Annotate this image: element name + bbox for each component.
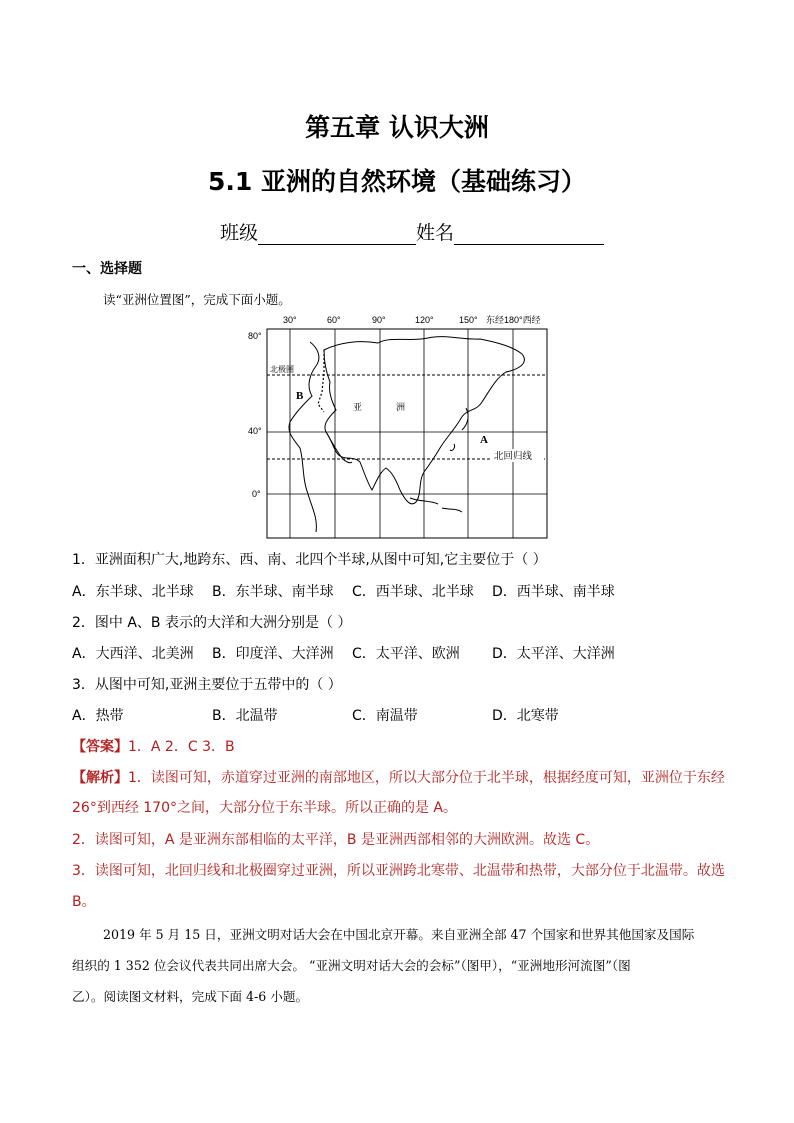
- q2-option-d[interactable]: D．太平洋、大洋洲: [492, 646, 615, 662]
- tropic-label: 北回归线: [494, 451, 533, 462]
- lon-label-180: 东经180°西经: [486, 315, 541, 325]
- q1-option-d[interactable]: D．西半球、南半球: [492, 584, 615, 600]
- q1-option-c[interactable]: C．西半球、北半球: [352, 584, 474, 600]
- lon-label-60: 60°: [327, 315, 341, 325]
- q3-option-b[interactable]: B．北温带: [212, 708, 278, 724]
- label-a: A: [480, 434, 488, 446]
- answer-text: 1．A 2．C 3．B: [128, 739, 235, 755]
- analysis-line-1: [72, 767, 725, 787]
- q3-option-c[interactable]: C．南温带: [352, 708, 418, 724]
- arctic-circle-label: 北极圈: [270, 365, 294, 374]
- q2-option-a[interactable]: A．大西洋、北美洲: [72, 646, 194, 662]
- analysis-label: 【解析】: [72, 770, 128, 786]
- passage-line-3: 乙）。阅读图文材料，完成下面 4-6 小题。: [72, 989, 309, 1004]
- asia-label-2: 洲: [396, 403, 406, 413]
- q3-option-d[interactable]: D．北寒带: [492, 708, 559, 724]
- name-label: 姓名: [416, 222, 455, 244]
- lon-label-90: 90°: [372, 315, 386, 325]
- lon-label-120: 120°: [415, 315, 434, 325]
- lat-label-40: 40°: [248, 426, 262, 436]
- answer-line: [72, 736, 235, 756]
- label-b: B: [296, 390, 304, 402]
- question-1-stem: 1．亚洲面积广大,地跨东、西、南、北四个半球,从图中可知,它主要位于（ ）: [72, 552, 547, 568]
- asia-location-map: [240, 312, 560, 544]
- lat-label-80: 80°: [248, 331, 262, 341]
- answer-label: 【答案】: [72, 739, 128, 755]
- chapter-title: 第五章 认识大洲: [305, 113, 489, 142]
- lon-label-30: 30°: [283, 315, 297, 325]
- question-3-stem: 3．从图中可知,亚洲主要位于五带中的（ ）: [72, 677, 342, 693]
- class-name-line: [220, 218, 604, 245]
- lesson-title: 5.1 亚洲的自然环境（基础练习）: [208, 167, 586, 196]
- indonesia-islands: [410, 498, 462, 512]
- lon-label-150: 150°: [459, 315, 478, 325]
- q1-option-a[interactable]: A．东半球、北半球: [72, 584, 194, 600]
- class-blank[interactable]: [258, 224, 416, 245]
- lat-label-0: 0°: [252, 489, 261, 499]
- passage-line-1: 2019 年 5 月 15 日，亚洲文明对话大会在中国北京开幕。来自亚洲全部 47 个国家和世界其他国家及国际: [103, 927, 695, 942]
- question-2-stem: 2．图中 A、B 表示的大洋和大洲分别是（ ）: [72, 615, 352, 631]
- intro-text: 读“亚洲位置图”，完成下面小题。: [103, 292, 291, 307]
- passage-line-2: 组织的 1 352 位会议代表共同出席大会。 “亚洲文明对话大会的会标”（图甲），“亚洲地形河流图”（图: [72, 958, 631, 973]
- q2-option-b[interactable]: B．印度洋、大洋洲: [212, 646, 334, 662]
- analysis-line-5: B。: [72, 894, 96, 910]
- analysis-line-4: 3．读图可知，北回归线和北极圈穿过亚洲，所以亚洲跨北寒带、北温带和热带，大部分位于北温带。故选: [72, 863, 725, 879]
- asia-label-1: 亚: [353, 403, 363, 413]
- japan-islands: [450, 408, 468, 451]
- map-frame: [267, 329, 547, 538]
- analysis-line-3: 2．读图可知，A 是亚洲东部相临的太平洋，B 是亚洲西部相邻的大洲欧洲。故选 C。: [72, 832, 600, 848]
- section-heading: 一、选择题: [72, 261, 142, 277]
- name-blank[interactable]: [454, 224, 604, 245]
- q1-option-b[interactable]: B．东半球、南半球: [212, 584, 334, 600]
- class-label: 班级: [220, 222, 259, 244]
- q3-option-a[interactable]: A．热带: [72, 708, 124, 724]
- analysis-text-1: 1．读图可知，赤道穿过亚洲的南部地区，所以大部分位于北半球，根据经度可知，亚洲位于东经: [128, 770, 725, 786]
- analysis-line-2: 26°到西经 170°之间，大部分位于东半球。所以正确的是 A。: [72, 800, 458, 816]
- q2-option-c[interactable]: C．太平洋、欧洲: [352, 646, 460, 662]
